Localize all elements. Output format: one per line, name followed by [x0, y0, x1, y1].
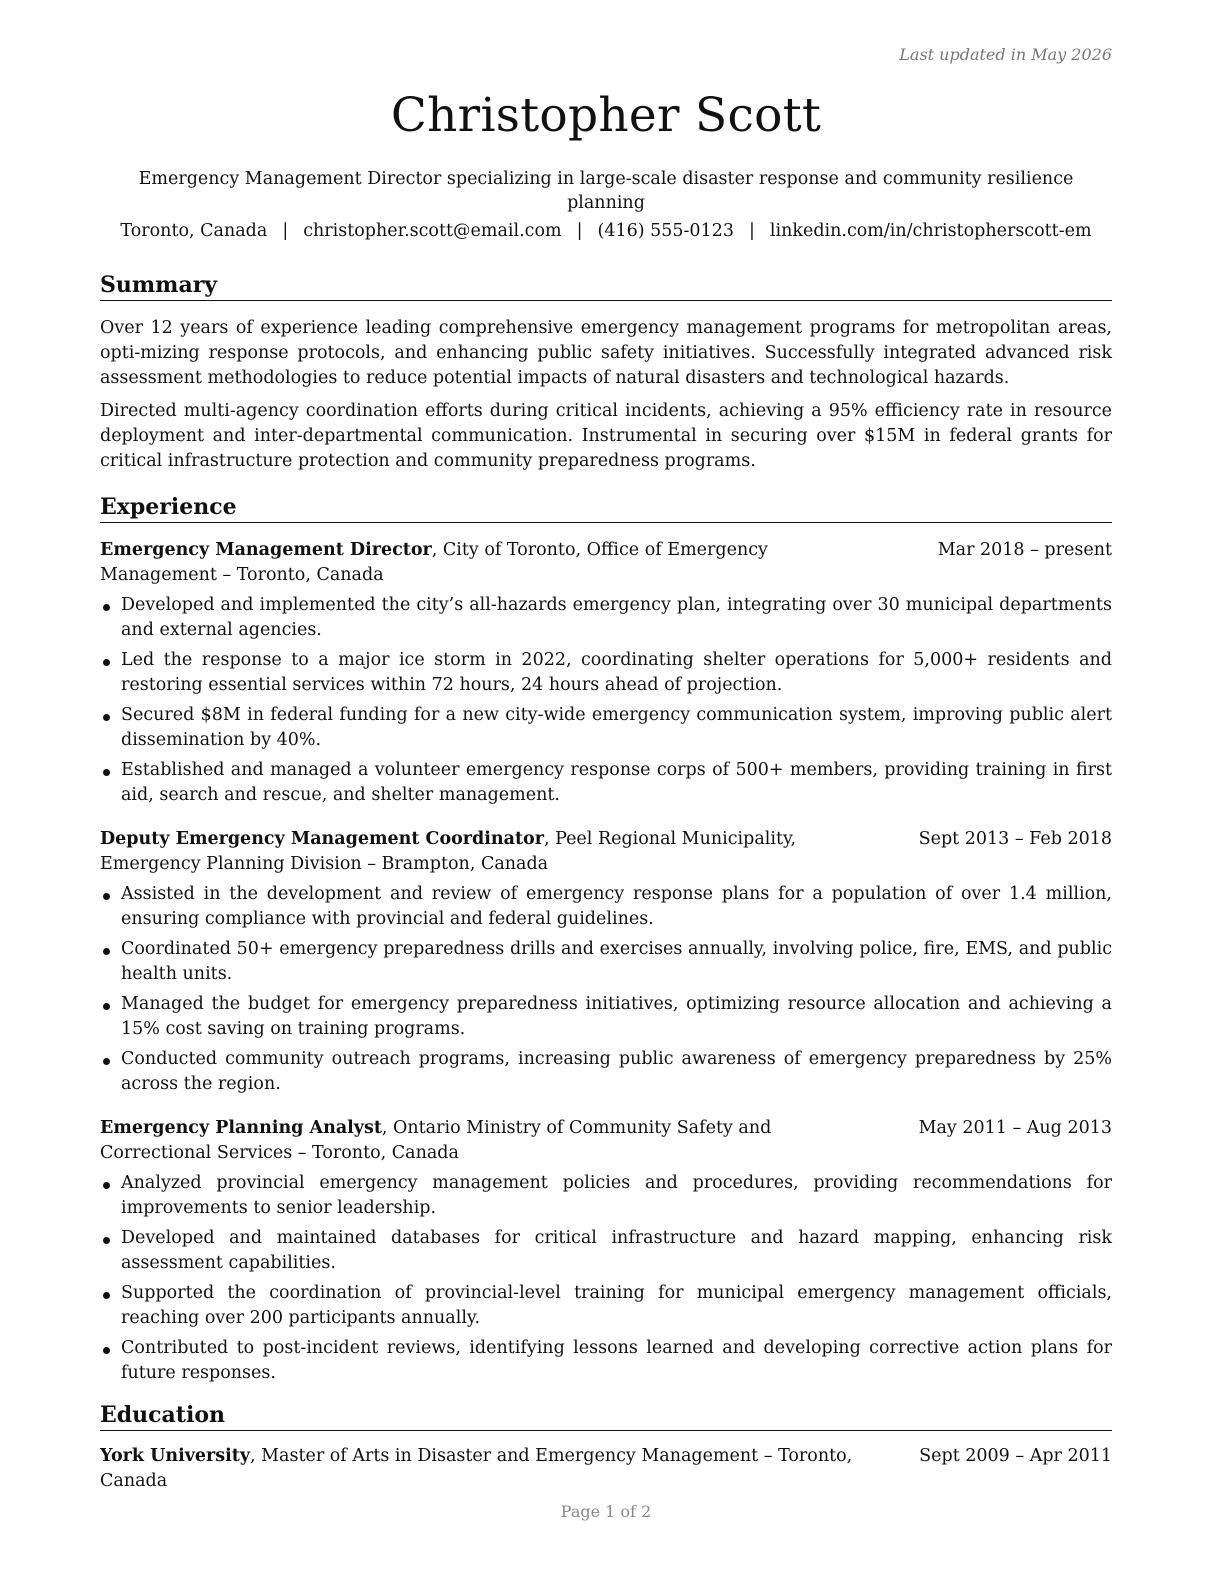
bullet-dot-icon [103, 1182, 110, 1189]
bullet-text: Managed the budget for emergency preparedness initiatives, optimizing resource allocation and achieving a 15% cost saving on training programs. [121, 994, 1112, 1039]
contact-separator: | [576, 221, 583, 241]
bullet-dot-icon [103, 714, 110, 721]
job-title: Emergency Planning Analyst [100, 1118, 382, 1138]
degree-detail: , Master of Arts in Disaster and Emergency Management – Toronto, Canada [100, 1446, 853, 1491]
bullet-text: Developed and maintained databases for critical infrastructure and hazard mapping, enhancing risk assessment capabilities. [121, 1228, 1112, 1273]
job-bullet-list [100, 1171, 1112, 1386]
summary-section [100, 270, 1112, 474]
bullet-dot-icon [103, 604, 110, 611]
section-heading-summary: Summary [100, 270, 1112, 301]
bullet-dot-icon [103, 1058, 110, 1065]
job-title: Deputy Emergency Management Coordinator [100, 829, 544, 849]
job-header [100, 827, 1112, 877]
list-item [100, 1171, 1112, 1221]
bullet-dot-icon [103, 1347, 110, 1354]
list-item [100, 882, 1112, 932]
list-item [100, 992, 1112, 1042]
experience-section [100, 492, 1112, 1386]
job-bullet-list [100, 882, 1112, 1097]
contact-separator: | [282, 221, 289, 241]
contact-separator: | [748, 221, 755, 241]
education-section [100, 1400, 1112, 1494]
job-organization: , City of Toronto, Office of Emergency Management – Toronto, Canada [100, 540, 768, 585]
bullet-text: Conducted community outreach programs, increasing public awareness of emergency preparedness by 25% across the region. [121, 1049, 1112, 1094]
list-item [100, 937, 1112, 987]
section-heading-experience: Experience [100, 492, 1112, 523]
job-entry [100, 1116, 1112, 1386]
list-item [100, 1281, 1112, 1331]
list-item [100, 648, 1112, 698]
education-entry [100, 1444, 1112, 1494]
bullet-dot-icon [103, 948, 110, 955]
contact-linkedin-link[interactable]: linkedin.com/in/christopherscott-em [769, 221, 1092, 241]
list-item [100, 1047, 1112, 1097]
bullet-text: Secured $8M in federal funding for a new city-wide emergency communication system, improving public alert dissemination by 40%. [121, 705, 1112, 750]
list-item [100, 1336, 1112, 1386]
job-bullet-list [100, 593, 1112, 808]
bullet-text: Analyzed provincial emergency management policies and procedures, providing recommendations for improvements to senior leadership. [121, 1173, 1112, 1218]
bullet-text: Coordinated 50+ emergency preparedness drills and exercises annually, involving police, fire, EMS, and public health units. [121, 939, 1112, 984]
job-dates: Mar 2018 – present [937, 540, 1112, 560]
job-header [100, 538, 1112, 588]
list-item [100, 593, 1112, 643]
job-entry [100, 827, 1112, 1097]
job-entry [100, 538, 1112, 808]
list-item [100, 758, 1112, 808]
bullet-dot-icon [103, 1003, 110, 1010]
contact-phone: (416) 555-0123 [597, 221, 734, 241]
job-header [100, 1116, 1112, 1166]
bullet-dot-icon [103, 1292, 110, 1299]
contact-line [100, 219, 1112, 243]
job-dates: May 2011 – Aug 2013 [918, 1118, 1112, 1138]
job-organization: , Peel Regional Municipality, Emergency Planning Division – Brampton, Canada [100, 829, 797, 874]
last-updated-note: Last updated in May 2026 [899, 45, 1112, 64]
candidate-name: Christopher Scott [390, 88, 822, 143]
job-dates: Sept 2013 – Feb 2018 [918, 829, 1112, 849]
job-organization: , Ontario Ministry of Community Safety and Correctional Services – Toronto, Canada [100, 1118, 772, 1163]
bullet-dot-icon [103, 1237, 110, 1244]
job-title: Emergency Management Director [100, 540, 432, 560]
section-heading-education: Education [100, 1400, 1112, 1431]
list-item [100, 1226, 1112, 1276]
page-number: Page 1 of 2 [560, 1502, 652, 1521]
bullet-dot-icon [103, 659, 110, 666]
summary-paragraph: Directed multi-agency coordination efforts during critical incidents, achieving a 95% efficiency rate in resource deployment and inter-departmental communication. Instrumental in securing over $15M in federal grants for critical infrastructure protection and community preparedness programs. [100, 401, 1112, 471]
contact-location: Toronto, Canada [120, 221, 268, 241]
professional-tagline: Emergency Management Director specializing in large-scale disaster response and community resilience planning [138, 169, 1074, 213]
bullet-text: Established and managed a volunteer emergency response corps of 500+ members, providing training in first aid, search and rescue, and shelter management. [121, 760, 1112, 805]
resume-body [100, 270, 1112, 1494]
bullet-text: Supported the coordination of provincial-level training for municipal emergency management officials, reaching over 200 participants annually. [121, 1283, 1112, 1328]
bullet-dot-icon [103, 893, 110, 900]
resume-page [100, 0, 1112, 1584]
contact-email-link[interactable]: christopher.scott@email.com [303, 221, 562, 241]
bullet-dot-icon [103, 769, 110, 776]
bullet-text: Led the response to a major ice storm in 2022, coordinating shelter operations for 5,000+ residents and restoring essential services within 72 hours, 24 hours ahead of projection. [121, 650, 1112, 695]
bullet-text: Contributed to post-incident reviews, identifying lessons learned and developing corrective action plans for future responses. [121, 1338, 1112, 1383]
bullet-text: Assisted in the development and review of emergency response plans for a population of over 1.4 million, ensuring compliance with provincial and federal guidelines. [121, 884, 1112, 929]
list-item [100, 703, 1112, 753]
summary-paragraph: Over 12 years of experience leading comprehensive emergency management programs for metropolitan areas, opti-mizing response protocols, and enhancing public safety initiatives. Successfully integrated advanced risk assessment methodologies to reduce potential impacts of natural disasters and technological hazards. [100, 318, 1112, 388]
school-name: York University [100, 1446, 250, 1466]
bullet-text: Developed and implemented the city’s all-hazards emergency plan, integrating over 30 municipal departments and external agencies. [121, 595, 1112, 640]
education-dates: Sept 2009 – Apr 2011 [919, 1446, 1112, 1466]
